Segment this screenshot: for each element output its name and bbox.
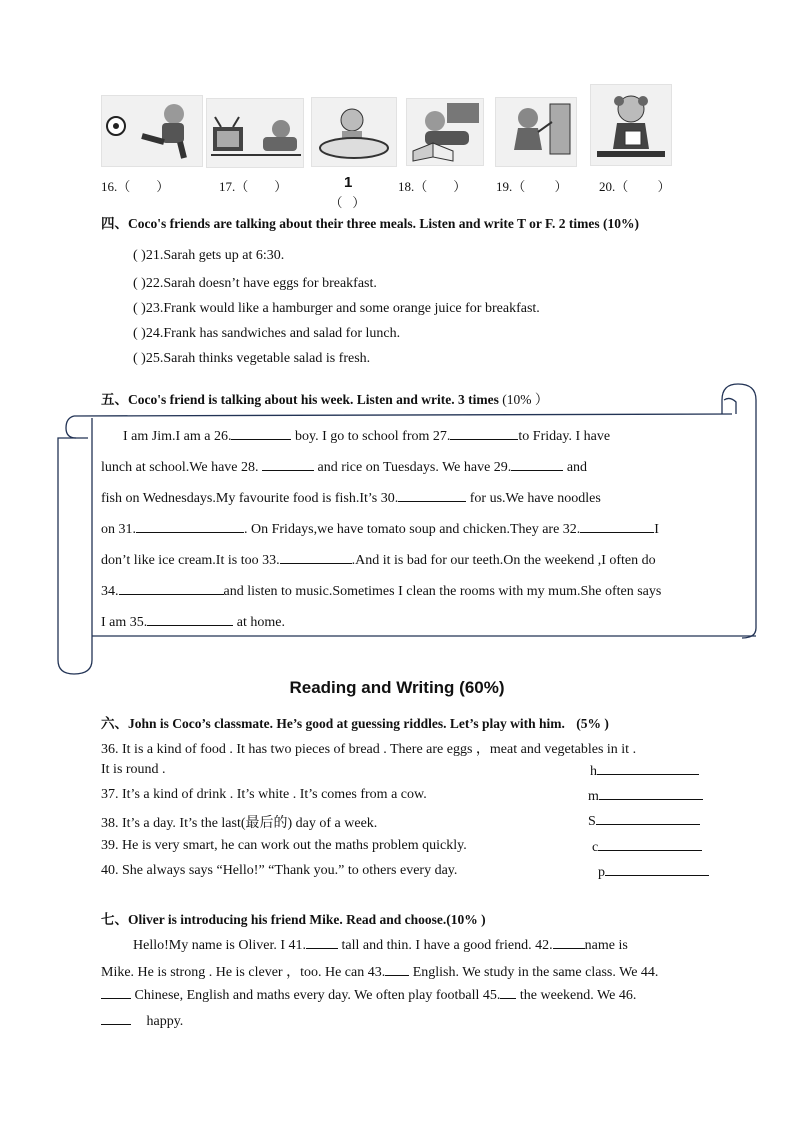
- painting-kid-icon: [496, 98, 576, 166]
- example-paren: （ ）: [329, 195, 366, 210]
- passage-line-6: 34. and listen to music.Sometimes I clean the rooms with my mum.She often says: [101, 584, 662, 599]
- bathing-kid-icon: [312, 98, 396, 166]
- answer-paren[interactable]: ( ): [133, 248, 146, 263]
- passage-line-7: I am 35. at home.: [101, 615, 285, 630]
- picture-17: [206, 98, 304, 168]
- item-text: 22.Sarah doesn’t have eggs for breakfast.: [145, 276, 377, 291]
- blank-30[interactable]: [398, 489, 466, 502]
- section5-title-text: 五、Coco's friend is talking about his week. Listen and write. 3 times: [101, 392, 499, 407]
- picture-18: [406, 98, 484, 166]
- blank-44[interactable]: [101, 986, 131, 999]
- passage-line-5: don’t like ice cream.It is too 33. .And it is bad for our teeth.On the weekend ,I often do: [101, 553, 656, 568]
- s7-line-2: Mike. He is strong . He is clever ，too. He can 43. English. We study in the same class. We 44.: [101, 965, 659, 980]
- tf-item-23: [133, 301, 540, 317]
- tf-item-22: [133, 276, 377, 292]
- item-text: 21.Sarah gets up at 6:30.: [145, 248, 285, 263]
- answer-37[interactable]: m: [588, 787, 703, 805]
- blank-43[interactable]: [385, 963, 409, 976]
- blank-41[interactable]: [306, 936, 338, 949]
- blank-45[interactable]: [500, 986, 516, 999]
- passage-line-4: on 31. . On Fridays,we have tomato soup and chicken.They are 32. I: [101, 522, 659, 537]
- s7-line-3: Chinese, English and maths every day. We often play football 45. the weekend. We 46.: [101, 986, 636, 1004]
- question-20-label: 20.（ ）: [599, 179, 671, 194]
- tf-item-25: [133, 351, 370, 367]
- answer-paren[interactable]: ( ): [133, 351, 146, 366]
- blank-33[interactable]: [280, 551, 352, 564]
- s7-line-1: Hello!My name is Oliver. I 41. tall and thin. I have a good friend. 42. name is: [133, 938, 628, 953]
- section4-title: 四、Coco's friends are talking about their three meals. Listen and write T or F. 2 times (10%): [101, 216, 639, 231]
- picture-20: [590, 84, 672, 166]
- blank-26[interactable]: [231, 427, 291, 440]
- girl-with-sign-icon: [591, 85, 671, 165]
- picture-19: [495, 97, 577, 167]
- blank-46[interactable]: [101, 1012, 131, 1025]
- answer-36[interactable]: h: [590, 762, 699, 780]
- answer-paren[interactable]: ( ): [133, 326, 146, 341]
- riddle-39: 39. He is very smart, he can work out the maths problem quickly.: [101, 838, 467, 853]
- section5-score: (10% ）: [502, 392, 549, 407]
- blank-28[interactable]: [262, 458, 314, 471]
- soccer-kid-icon: [102, 96, 202, 166]
- question-18-label: 18.（ ）: [398, 179, 467, 194]
- blank-34[interactable]: [119, 582, 224, 595]
- riddle-40: 40. She always says “Hello!” “Thank you.” to others every day.: [101, 863, 458, 878]
- s7-line-4: happy.: [101, 1012, 183, 1030]
- blank-31[interactable]: [136, 520, 244, 533]
- tv-watching-icon: [207, 99, 303, 167]
- blank-32[interactable]: [580, 520, 654, 533]
- picture-example: [311, 97, 397, 167]
- tf-item-21: [133, 248, 284, 264]
- reading-kid-icon: [407, 99, 483, 165]
- blank-42[interactable]: [553, 936, 585, 949]
- riddle-36-cont: It is round .: [101, 762, 166, 777]
- blank-27[interactable]: [450, 427, 518, 440]
- answer-39[interactable]: c: [592, 838, 702, 856]
- section6-score: (5% ): [576, 716, 609, 731]
- question-16-label: 16.（ ）: [101, 179, 170, 194]
- passage-line-1: I am Jim.I am a 26. boy. I go to school from 27. to Friday. I have: [123, 429, 611, 444]
- riddle-38: 38. It’s a day. It’s the last(最后的) day of a week.: [101, 816, 378, 831]
- item-text: 23.Frank would like a hamburger and some orange juice for breakfast.: [145, 301, 540, 316]
- item-text: 24.Frank has sandwiches and salad for lunch.: [145, 326, 401, 341]
- answer-paren[interactable]: ( ): [133, 276, 146, 291]
- riddle-37: 37. It’s a kind of drink . It’s white . It’s comes from a cow.: [101, 787, 427, 802]
- blank-35[interactable]: [147, 613, 233, 626]
- answer-38[interactable]: S: [588, 812, 700, 830]
- question-17-label: 17.（ ）: [219, 179, 288, 194]
- section7-title: 七、Oliver is introducing his friend Mike. Read and choose.(10% ): [101, 912, 486, 927]
- section6-title: 六、John is Coco’s classmate. He’s good at guessing riddles. Let’s play with him. (5% ): [101, 716, 609, 731]
- passage-line-2: lunch at school.We have 28. and rice on Tuesdays. We have 29. and: [101, 460, 588, 475]
- picture-16: [101, 95, 203, 167]
- answer-paren[interactable]: ( ): [133, 301, 146, 316]
- example-answer: 1: [344, 174, 353, 191]
- tf-item-24: [133, 326, 400, 342]
- item-text: 25.Sarah thinks vegetable salad is fresh.: [145, 351, 371, 366]
- reading-writing-heading: Reading and Writing (60%): [289, 678, 505, 697]
- answer-40[interactable]: p: [598, 863, 709, 881]
- riddle-36: 36. It is a kind of food . It has two pieces of bread . There are eggs ，meat and vegetables in it .: [101, 742, 637, 757]
- passage-line-3: fish on Wednesdays.My favourite food is fish.It’s 30. for us.We have noodles: [101, 491, 601, 506]
- question-19-label: 19.（ ）: [496, 179, 568, 194]
- blank-29[interactable]: [511, 458, 563, 471]
